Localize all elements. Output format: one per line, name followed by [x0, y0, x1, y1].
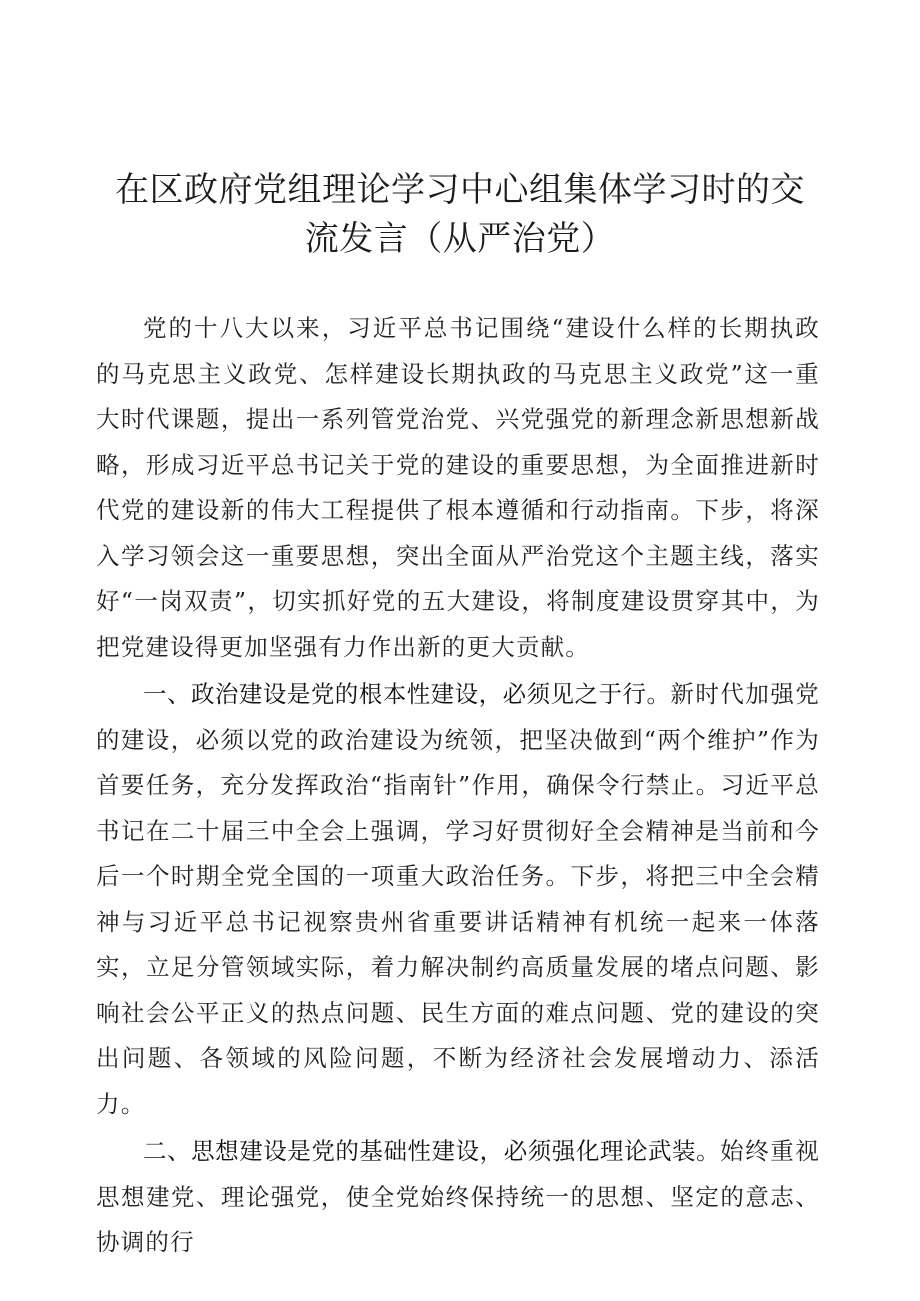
paragraph-heading: 一、政治建设是党的根本性建设，必须见之于行。: [143, 680, 671, 708]
title-line-2: 流发言（从严治党）: [304, 219, 616, 259]
document-title: [100, 166, 820, 264]
paragraph-text: 党的十八大以来，习近平总书记围绕“建设什么样的长期执政的马克思主义政党、怎样建设长期执政的马克思主义政党”这一重大时代课题，提出一系列管党治党、兴党强党的新理念新思想新战略，形成习近平总书记关于党的建设的重要思想，为全面推进新时代党的建设新的伟大工程提供了根本遵循和行动指南。下步，将深入学习领会这一重要思想，突出全面从严治党这个主题主线，落实好“一岗双责”，切实抓好党的五大建设，将制度建设贯穿其中，为把党建设得更加坚强有力作出新的更大贡献。: [96, 314, 820, 661]
paragraph-text: 始终重视思想建党、理论强党，使全党始终保持统一的思想、坚定的意志、协调的行: [96, 1137, 820, 1256]
paragraph-heading: 二、思想建设是党的基础性建设，必须强化理论武装。: [143, 1137, 721, 1165]
paragraph-intro: [96, 306, 820, 670]
title-line-1: 在区政府党组理论学习中心组集体学习时的交: [115, 170, 805, 210]
paragraph-text: 新时代加强党的建设，必须以党的政治建设为统领，把坚决做到“两个维护”作为首要任务，充分发挥政治“指南针”作用，确保令行禁止。习近平总书记在二十届三中全会上强调，学习好贯彻好全会精神是当前和今后一个时期全党全国的一项重大政治任务。下步，将把三中全会精神与习近平总书记视察贵州省重要讲话精神有机统一起来一体落实，立足分管领域实际，着力解决制约高质量发展的堵点问题、影响社会公平正义的热点问题、民生方面的难点问题、党的建设的突出问题、各领域的风险问题，不断为经济社会发展增动力、添活力。: [96, 680, 820, 1118]
document-body: [96, 306, 820, 1268]
paragraph-political-building: [96, 672, 820, 1127]
paragraph-ideological-building: [96, 1129, 820, 1266]
